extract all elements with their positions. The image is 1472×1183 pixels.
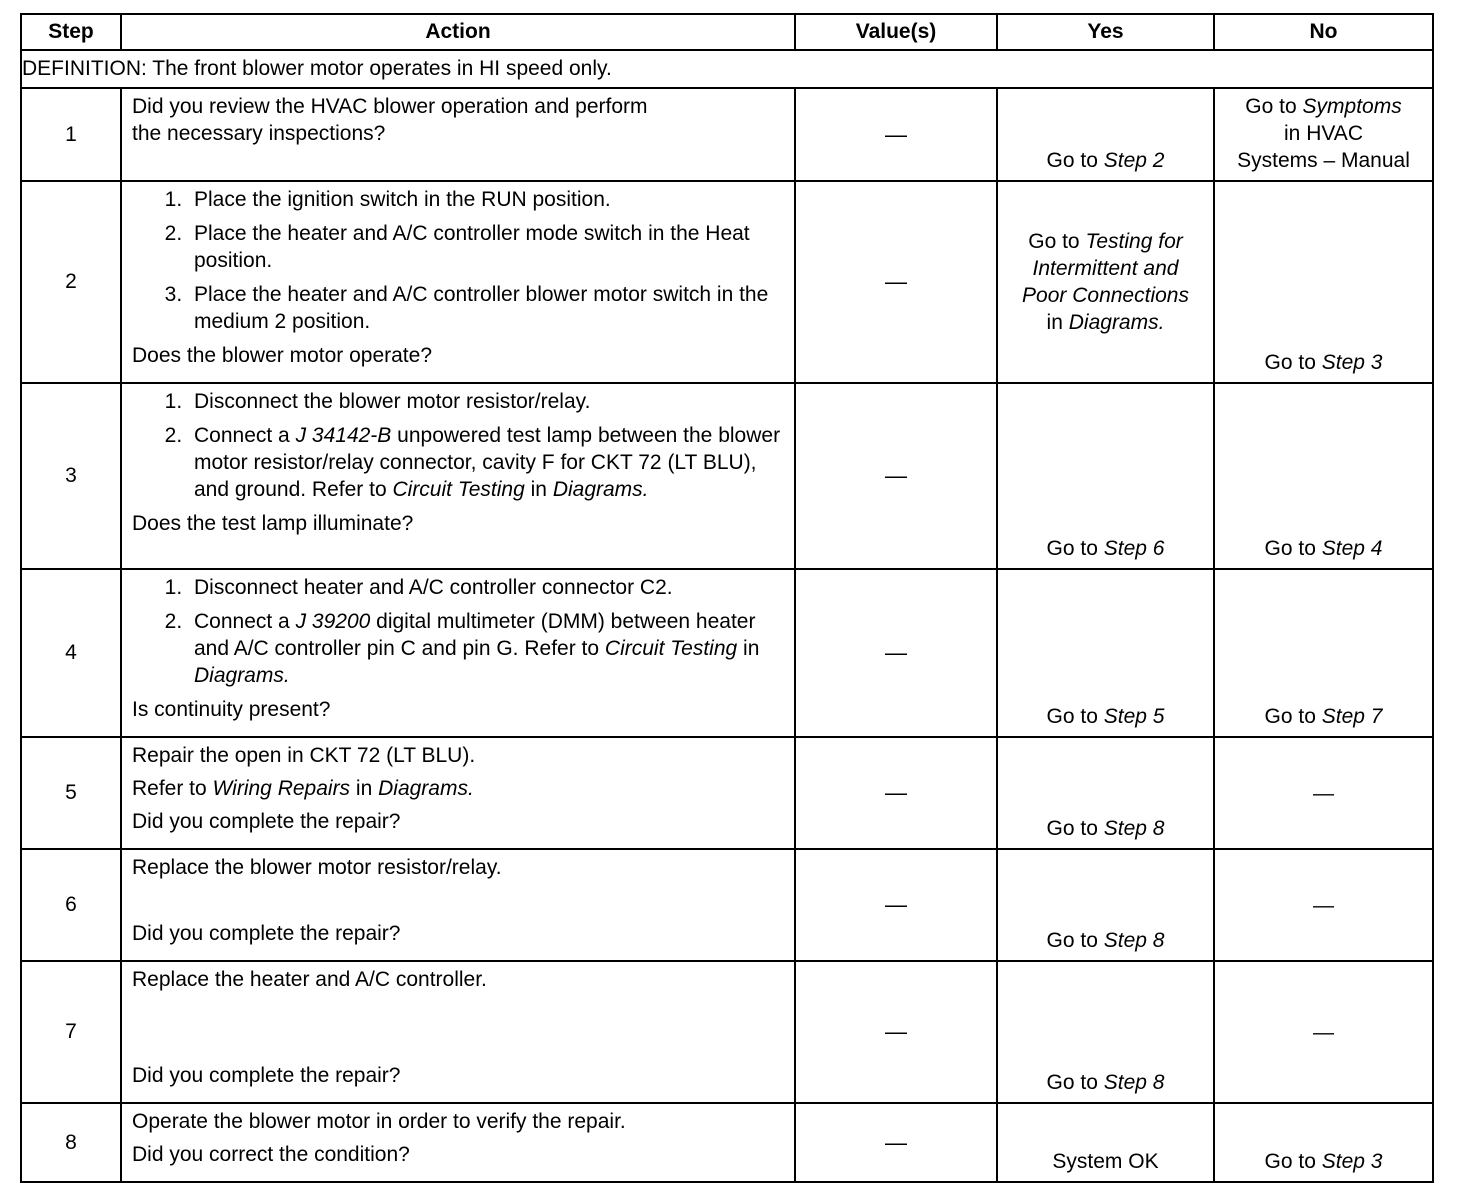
- yes-cell: [997, 569, 1214, 737]
- list-item: 1. Place the ignition switch in the RUN position.: [188, 186, 784, 213]
- goto-text: Go to: [1245, 95, 1297, 118]
- question-text: Does the test lamp illuminate?: [132, 512, 414, 535]
- list-item: 3. Place the heater and A/C controller blower motor switch in the medium 2 position.: [188, 281, 784, 335]
- definition-row: [21, 50, 1433, 88]
- action-cell: [121, 961, 795, 1103]
- question-text: Did you complete the repair?: [132, 810, 401, 833]
- table-row: [21, 961, 1433, 1103]
- goto-text: Go to: [1046, 705, 1098, 728]
- question-text: Is continuity present?: [132, 698, 331, 721]
- list-item: 2. Connect a J 34142-B unpowered test lamp between the blower motor resistor/relay connector, cavity F for CKT 72 (LT BLU), and ground. Refer to Circuit Testing in Diagrams.: [188, 422, 784, 503]
- value-cell: —: [795, 1103, 997, 1182]
- step-number: 5: [21, 737, 121, 849]
- header-row: [21, 14, 1433, 50]
- value-cell: —: [795, 569, 997, 737]
- step-link[interactable]: Step 3: [1321, 1150, 1383, 1173]
- step-link[interactable]: Step 2: [1103, 149, 1165, 172]
- action-text: Repair the open in CKT 72 (LT BLU).: [132, 744, 476, 767]
- no-cell: —: [1214, 849, 1433, 961]
- no-cell: —: [1214, 961, 1433, 1103]
- step-number: 1: [21, 88, 121, 181]
- goto-text: Go to: [1264, 537, 1316, 560]
- goto-text: Go to: [1264, 705, 1316, 728]
- question-text: the necessary inspections?: [132, 122, 386, 145]
- in-text: in: [1046, 311, 1063, 334]
- action-cell: [121, 88, 795, 181]
- goto-text: Go to: [1046, 817, 1098, 840]
- header-action: Action: [121, 14, 795, 50]
- yes-cell: [997, 849, 1214, 961]
- step-link[interactable]: Step 5: [1103, 705, 1165, 728]
- value-cell: —: [795, 383, 997, 569]
- testing-link[interactable]: Testing for: [1085, 230, 1183, 253]
- question-text: Did you review the HVAC blower operation and perform: [132, 95, 648, 118]
- goto-text: Go to: [1046, 929, 1098, 952]
- no-cell: [1214, 383, 1433, 569]
- action-cell: [121, 1103, 795, 1182]
- value-cell: —: [795, 181, 997, 383]
- header-values: Value(s): [795, 14, 997, 50]
- list-item: 1. Disconnect the blower motor resistor/relay.: [188, 388, 784, 415]
- no-cell: [1214, 88, 1433, 181]
- definition-text: DEFINITION: The front blower motor operates in HI speed only.: [21, 50, 1433, 88]
- diagrams-link[interactable]: Diagrams.: [378, 777, 474, 800]
- table-row: [21, 737, 1433, 849]
- step-number: 2: [21, 181, 121, 383]
- wiring-repairs-link[interactable]: Wiring Repairs: [212, 777, 351, 800]
- step-link[interactable]: Step 8: [1103, 817, 1165, 840]
- symptoms-link[interactable]: Symptoms: [1302, 95, 1402, 118]
- goto-text: Go to: [1046, 537, 1098, 560]
- action-cell: [121, 383, 795, 569]
- no-cell: —: [1214, 737, 1433, 849]
- tool-link[interactable]: J 34142-B: [295, 424, 392, 447]
- goto-text: Go to: [1046, 1071, 1098, 1094]
- yes-cell: [997, 961, 1214, 1103]
- tool-link[interactable]: J 39200: [295, 610, 371, 633]
- list-item: 2. Place the heater and A/C controller mode switch in the Heat position.: [188, 220, 784, 274]
- diagnostic-table: [20, 13, 1434, 1183]
- step-number: 7: [21, 961, 121, 1103]
- question-text: Did you complete the repair?: [132, 1064, 401, 1087]
- step-link[interactable]: Step 3: [1321, 351, 1383, 374]
- step-number: 3: [21, 383, 121, 569]
- action-cell: [121, 569, 795, 737]
- diagrams-link[interactable]: Diagrams.: [552, 478, 649, 501]
- action-text: Operate the blower motor in order to verify the repair.: [132, 1110, 626, 1133]
- question-text: Did you complete the repair?: [132, 922, 401, 945]
- circuit-testing-link[interactable]: Circuit Testing: [392, 478, 525, 501]
- action-text: Refer to Wiring Repairs in Diagrams.: [132, 777, 474, 800]
- no-text: Systems – Manual: [1237, 149, 1410, 172]
- table-row: [21, 849, 1433, 961]
- yes-cell: [997, 88, 1214, 181]
- goto-text: Go to: [1028, 230, 1080, 253]
- question-text: Does the blower motor operate?: [132, 344, 432, 367]
- goto-text: Go to: [1046, 149, 1098, 172]
- action-cell: [121, 849, 795, 961]
- diagrams-link[interactable]: Diagrams.: [194, 664, 290, 687]
- question-text: Did you correct the condition?: [132, 1143, 410, 1166]
- header-no: No: [1214, 14, 1433, 50]
- step-number: 6: [21, 849, 121, 961]
- table-row: [21, 181, 1433, 383]
- no-cell: [1214, 569, 1433, 737]
- goto-text: Go to: [1264, 1150, 1316, 1173]
- no-cell: [1214, 181, 1433, 383]
- testing-link[interactable]: Poor Connections: [1022, 284, 1189, 307]
- yes-cell: [997, 181, 1214, 383]
- step-number: 8: [21, 1103, 121, 1182]
- yes-cell: [997, 737, 1214, 849]
- step-link[interactable]: Step 7: [1321, 705, 1383, 728]
- yes-cell: [997, 383, 1214, 569]
- table-row: [21, 569, 1433, 737]
- action-cell: [121, 737, 795, 849]
- header-step: Step: [21, 14, 121, 50]
- no-text: in HVAC: [1284, 122, 1363, 145]
- goto-text: Go to: [1264, 351, 1316, 374]
- step-link[interactable]: Step 6: [1103, 537, 1165, 560]
- action-text: Replace the heater and A/C controller.: [132, 968, 487, 991]
- table-row: [21, 383, 1433, 569]
- yes-cell: System OK: [997, 1103, 1214, 1182]
- testing-link[interactable]: Intermittent and: [1032, 257, 1179, 280]
- list-item: 1. Disconnect heater and A/C controller connector C2.: [188, 574, 784, 601]
- table-row: [21, 88, 1433, 181]
- value-cell: —: [795, 737, 997, 849]
- header-yes: Yes: [997, 14, 1214, 50]
- step-link[interactable]: Step 4: [1321, 537, 1383, 560]
- action-cell: [121, 181, 795, 383]
- diagrams-link[interactable]: Diagrams.: [1068, 311, 1165, 334]
- circuit-testing-link[interactable]: Circuit Testing: [604, 637, 738, 660]
- value-cell: —: [795, 88, 997, 181]
- step-link[interactable]: Step 8: [1103, 929, 1165, 952]
- step-link[interactable]: Step 8: [1103, 1071, 1165, 1094]
- list-item: 2. Connect a J 39200 digital multimeter (DMM) between heater and A/C controller pin C and pin G. Refer to Circuit Testing in Diagrams.: [188, 608, 784, 689]
- action-text: Replace the blower motor resistor/relay.: [132, 856, 502, 879]
- step-number: 4: [21, 569, 121, 737]
- table-row: [21, 1103, 1433, 1182]
- value-cell: —: [795, 849, 997, 961]
- value-cell: —: [795, 961, 997, 1103]
- no-cell: [1214, 1103, 1433, 1182]
